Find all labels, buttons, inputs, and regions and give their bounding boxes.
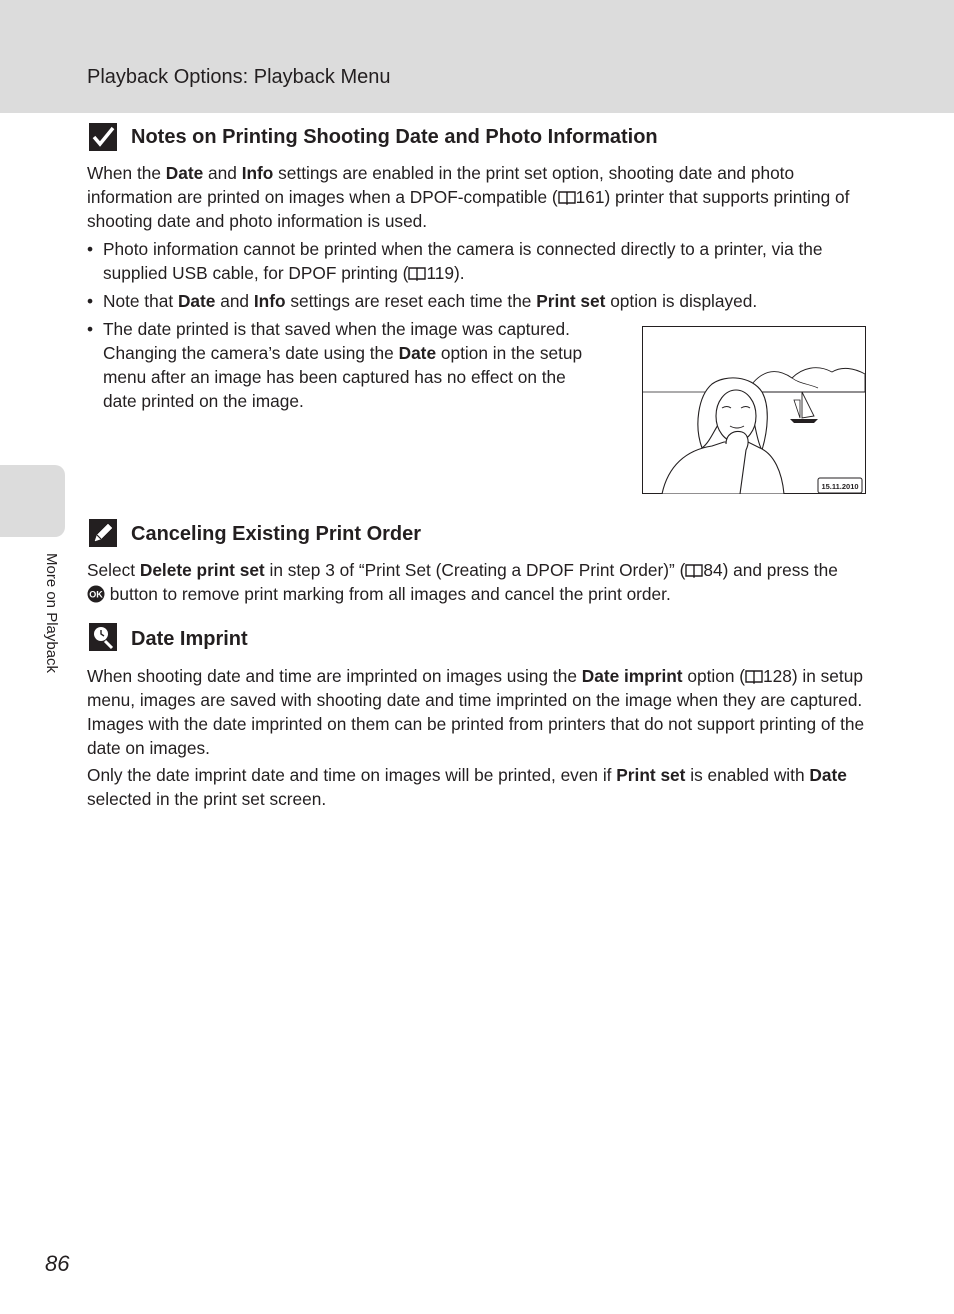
pencil-icon	[88, 518, 118, 548]
notes-intro-paragraph: When the Date and Info settings are enabled in the print set option, shooting date and photo information are printed on images when a DPOF-compatible ( 161) printer that supports printing of shooting date and photo information is used.	[87, 163, 850, 231]
header-title: Playback Options: Playback Menu	[87, 66, 391, 88]
ok-button-icon	[87, 585, 105, 603]
book-reference-icon	[408, 266, 426, 281]
book-reference-icon	[685, 563, 703, 578]
svg-text:OK: OK	[89, 589, 103, 600]
imprint-section-title: Date Imprint	[131, 628, 248, 650]
photo-date-stamp: 15.11.2010	[821, 482, 859, 491]
notes-bullet-3: • The date printed is that saved when the image was captured. Changing the camera’s date using the Date option in the setup menu after an image has been captured has no effect on the date printed on the image.	[87, 319, 583, 411]
example-photo	[642, 326, 866, 494]
side-tab	[0, 465, 65, 537]
bullet-1-line-2: supplied USB cable, for DPOF printing ( 119).	[103, 263, 465, 283]
notes-bullet-2: • Note that Date and Info settings are reset each time the Print set option is displayed.	[87, 291, 758, 311]
notes-bullet-1: • Photo information cannot be printed when the camera is connected directly to a printer, via the supplied USB cable, for DPOF printing ( 119).	[87, 239, 823, 283]
check-notes-icon	[88, 122, 118, 152]
side-tab-label: More on Playback	[43, 553, 60, 674]
cancel-section-title: Canceling Existing Print Order	[131, 523, 422, 545]
cancel-paragraph: Select Delete print set in step 3 of “Print Set (Creating a DPOF Print Order)” ( 84) and press the OK button to remove print marking from all images and cancel the print order.	[87, 560, 838, 604]
bullet-1-line-1: Photo information cannot be printed when the camera is connected directly to a printer, via the	[103, 239, 823, 259]
date-imprint-icon	[88, 622, 118, 652]
page-number: 86	[45, 1251, 70, 1276]
imprint-paragraph-1: When shooting date and time are imprinted on images using the Date imprint option ( 128) in setup menu, images are saved with shooting date and time imprinted on the image when they are captured. Images with the date imprinted on them can be printed from printers that do not support printing of the date on images.	[87, 666, 865, 758]
book-reference-icon	[745, 669, 763, 684]
imprint-paragraph-2: Only the date imprint date and time on images will be printed, even if Print set is enabled with Date selected in the print set screen.	[87, 765, 847, 809]
header-band	[0, 0, 954, 113]
notes-section-title: Notes on Printing Shooting Date and Photo Information	[131, 126, 658, 148]
book-reference-icon	[558, 190, 576, 205]
